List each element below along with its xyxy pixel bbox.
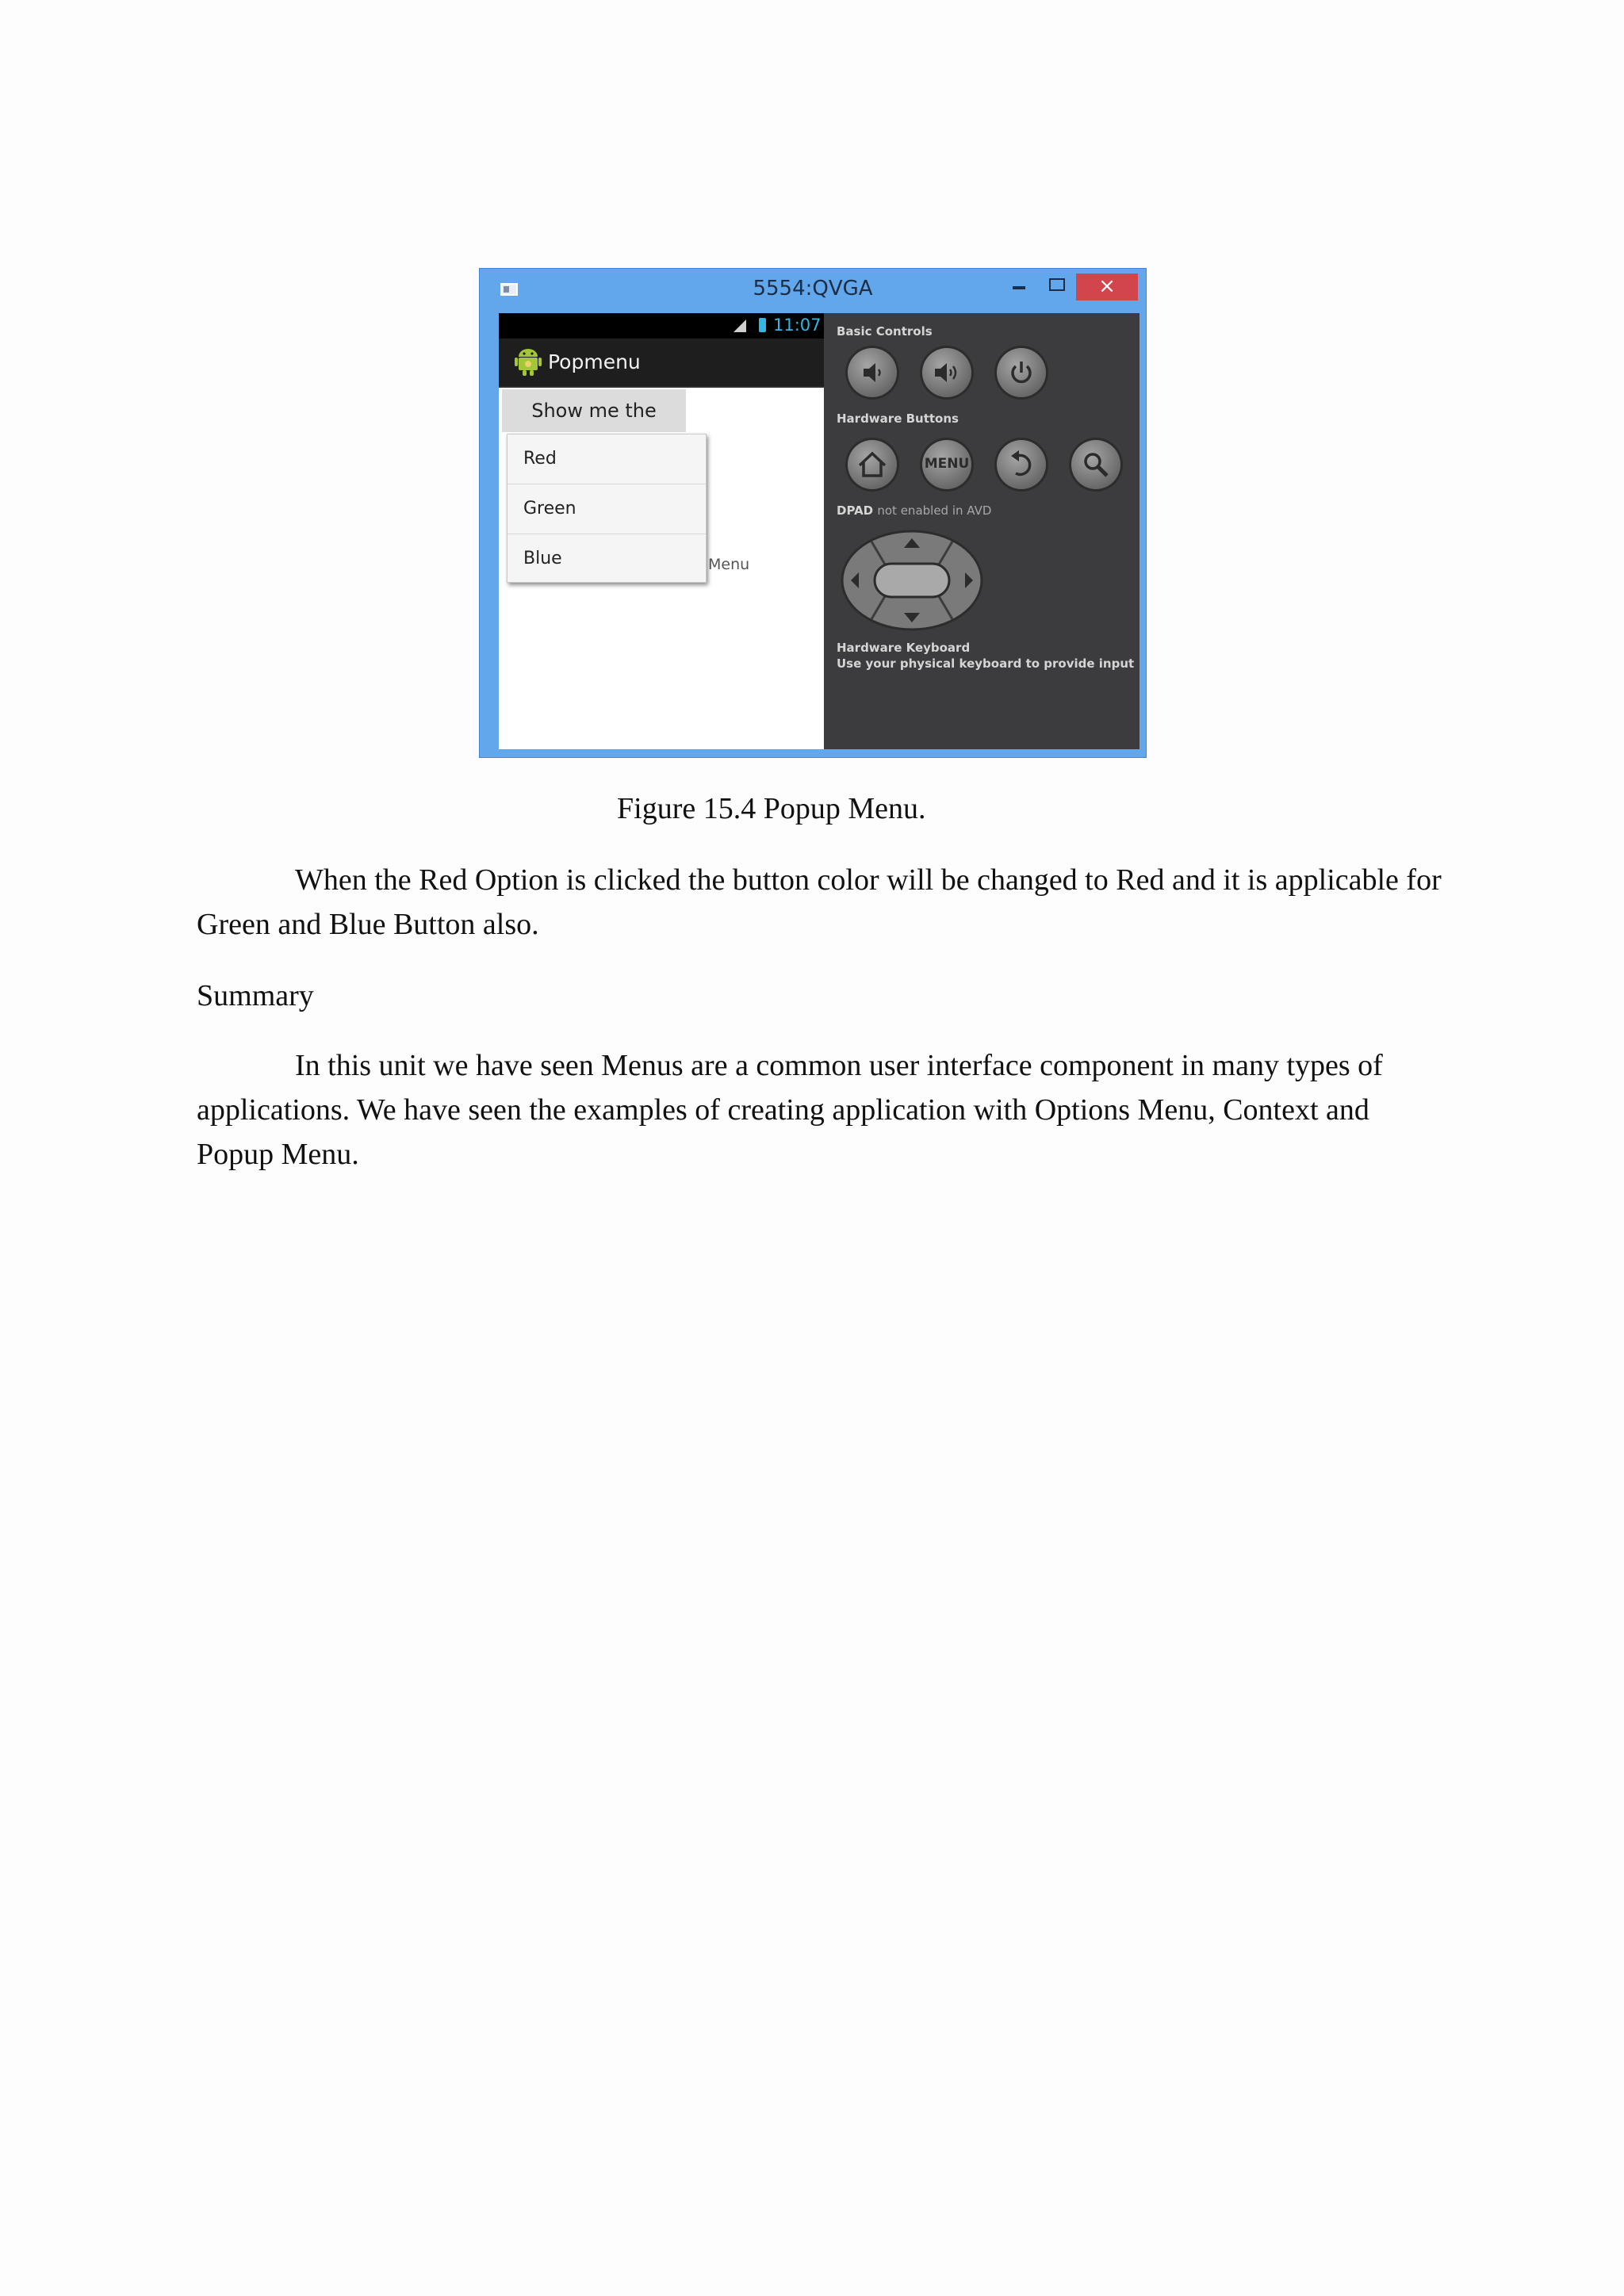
dpad-control[interactable]: [840, 529, 984, 632]
hardware-buttons-label: Hardware Buttons: [837, 411, 959, 426]
menu-button-label: MENU: [924, 456, 970, 472]
volume-up-icon: [922, 348, 971, 397]
close-button[interactable]: ×: [1076, 274, 1138, 300]
hardware-keyboard-hint: Use your physical keyboard to provide input: [837, 656, 1135, 671]
show-popup-button[interactable]: Show me the: [502, 389, 686, 432]
window-titlebar: [480, 269, 1146, 313]
hardware-keyboard-label: Hardware Keyboard: [837, 641, 971, 655]
partially-hidden-text: Menu: [708, 556, 750, 573]
home-button[interactable]: [848, 440, 897, 489]
maximize-button[interactable]: [1049, 278, 1065, 291]
window-title: 5554:QVGA: [753, 277, 873, 300]
paragraph-1-text: When the Red Option is clicked the button color will be changed to Red and it is applicable for Green and Blue Button also.: [197, 863, 1442, 941]
menu-item-red[interactable]: Red: [508, 434, 706, 484]
status-bar: [499, 313, 824, 339]
volume-up-button[interactable]: [922, 348, 971, 397]
basic-controls-label: Basic Controls: [837, 324, 933, 339]
popup-menu: [507, 434, 707, 583]
power-icon: [997, 348, 1046, 397]
emulator-controls-panel: [824, 313, 1139, 749]
paragraph-2-text: In this unit we have seen Menus are a common user interface component in many types of applications. We have seen the examples of creating application with Options Menu, Context and Popup Menu.: [197, 1049, 1383, 1171]
paragraph-2: [197, 1043, 1450, 1177]
dpad-label: [837, 503, 991, 518]
hardware-keyboard-info: [837, 640, 1134, 672]
emulator-body: [499, 313, 1139, 749]
app-title: Popmenu: [548, 350, 641, 373]
action-bar: [499, 339, 824, 388]
dpad-status-text: not enabled in AVD: [877, 503, 992, 518]
back-icon: [997, 440, 1046, 489]
volume-down-button[interactable]: [848, 348, 897, 397]
search-icon: [1071, 440, 1120, 489]
minimize-button[interactable]: [1013, 286, 1025, 289]
signal-icon: [733, 320, 746, 332]
android-icon: [515, 348, 542, 377]
emulator-window: [479, 268, 1147, 758]
figure-caption: Figure 15.4 Popup Menu.: [617, 792, 926, 825]
menu-item-blue[interactable]: Blue: [523, 549, 562, 568]
power-button[interactable]: [997, 348, 1046, 397]
status-time: 11:07: [773, 316, 822, 335]
menu-item-green[interactable]: Green: [508, 484, 706, 534]
battery-icon: [759, 318, 766, 332]
dpad-label-text: DPAD: [837, 503, 874, 518]
volume-down-icon: [848, 348, 897, 397]
summary-heading: Summary: [197, 979, 314, 1012]
phone-screen: [499, 313, 824, 749]
home-icon: [848, 440, 897, 489]
back-button[interactable]: [997, 440, 1046, 489]
search-button[interactable]: [1071, 440, 1120, 489]
paragraph-1: [197, 858, 1450, 947]
menu-button[interactable]: [922, 440, 971, 489]
